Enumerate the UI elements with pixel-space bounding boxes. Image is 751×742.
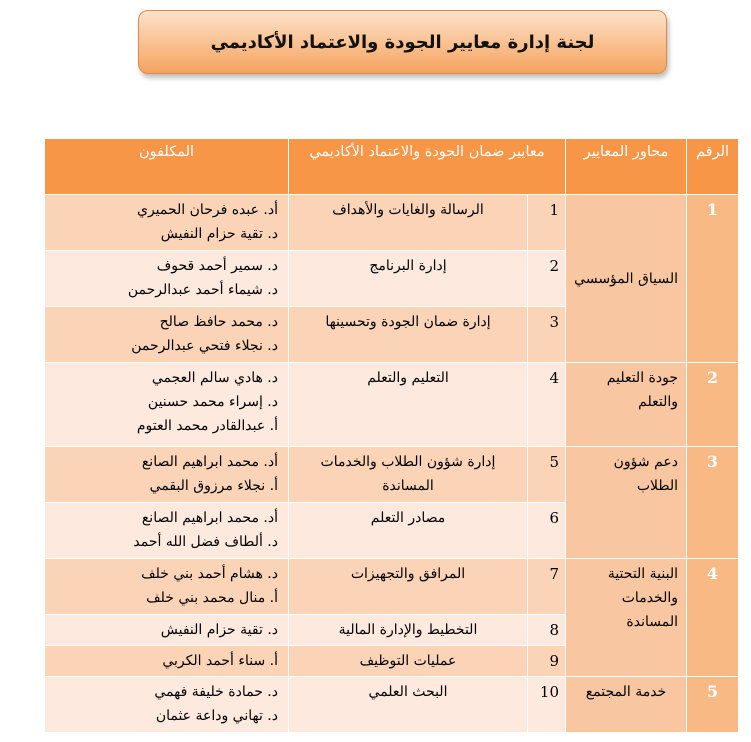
- table-row: [45, 195, 739, 251]
- table-header-row: [45, 139, 739, 195]
- axis-name: البنية التحتية والخدمات المساندة: [566, 559, 687, 677]
- responsible-person: د. شيماء أحمد عبدالرحمن: [127, 282, 278, 298]
- criterion-number: 5: [528, 447, 566, 503]
- criterion-name: التعليم والتعلم: [289, 363, 528, 447]
- axis-number: 1: [687, 195, 739, 363]
- criterion-number: 8: [528, 615, 566, 646]
- axis-name: السياق المؤسسي: [566, 195, 687, 363]
- responsible-person: د. تقية حزام النفيش: [160, 226, 278, 242]
- responsible-person: أ. نجلاء مرزوق البقمي: [149, 478, 278, 494]
- criterion-name: الرسالة والغايات والأهداف: [289, 195, 528, 251]
- responsible-person: أد. محمد ابراهيم الصانع: [141, 510, 278, 526]
- criterion-number: 6: [528, 503, 566, 559]
- responsible-cell: [45, 447, 289, 503]
- header-responsible: المكلفون: [45, 139, 289, 195]
- criterion-number: 7: [528, 559, 566, 615]
- criterion-name: إدارة شؤون الطلاب والخدمات المساندة: [289, 447, 528, 503]
- axis-number: 4: [687, 559, 739, 677]
- axis-name: خدمة المجتمع: [566, 677, 687, 733]
- responsible-cell: [45, 677, 289, 733]
- responsible-cell: [45, 251, 289, 307]
- criterion-number: 3: [528, 307, 566, 363]
- table-row: [45, 677, 739, 733]
- responsible-person: د. هادي سالم العجمي: [151, 370, 278, 386]
- criterion-number: 9: [528, 646, 566, 677]
- criterion-name: البحث العلمي: [289, 677, 528, 733]
- responsible-person: د. تهاني وداعة عثمان: [155, 708, 278, 724]
- responsible-person: أ. منال محمد بني خلف: [146, 590, 278, 606]
- axis-name: جودة التعليم والتعلم: [566, 363, 687, 447]
- table-row: [45, 559, 739, 615]
- responsible-person: د. تقية حزام النفيش: [160, 622, 278, 638]
- header-axis: محاور المعايير: [566, 139, 687, 195]
- axis-number: 3: [687, 447, 739, 559]
- committee-table: [44, 138, 739, 733]
- responsible-cell: [45, 363, 289, 447]
- responsible-cell: [45, 559, 289, 615]
- criterion-name: إدارة ضمان الجودة وتحسينها: [289, 307, 528, 363]
- criterion-name: التخطيط والإدارة المالية: [289, 615, 528, 646]
- responsible-person: د. نجلاء فتحي عبدالرحمن: [131, 338, 278, 354]
- criterion-name: عمليات التوظيف: [289, 646, 528, 677]
- header-number: الرقم: [687, 139, 739, 195]
- responsible-cell: [45, 307, 289, 363]
- responsible-person: أ. عبدالقادر محمد العتوم: [136, 418, 278, 434]
- criterion-number: 2: [528, 251, 566, 307]
- axis-name: دعم شؤون الطلاب: [566, 447, 687, 559]
- responsible-cell: [45, 615, 289, 646]
- responsible-person: د. إسراء محمد حسنين: [147, 394, 278, 410]
- criterion-name: مصادر التعلم: [289, 503, 528, 559]
- responsible-person: د. حمادة خليفة فهمي: [154, 684, 278, 700]
- axis-number: 2: [687, 363, 739, 447]
- axis-number: 5: [687, 677, 739, 733]
- title-banner: [138, 10, 667, 74]
- responsible-person: أ. سناء أحمد الكربي: [162, 653, 278, 669]
- table-row: [45, 447, 739, 503]
- criterion-name: المرافق والتجهيزات: [289, 559, 528, 615]
- criterion-number: 1: [528, 195, 566, 251]
- criterion-name: إدارة البرنامج: [289, 251, 528, 307]
- responsible-cell: [45, 503, 289, 559]
- criterion-number: 4: [528, 363, 566, 447]
- responsible-person: أد. عبده فرحان الحميري: [137, 202, 278, 218]
- responsible-person: د. محمد حافظ صالح: [159, 314, 278, 330]
- responsible-person: د. هشام أحمد بني خلف: [141, 566, 278, 582]
- page-title: لجنة إدارة معايير الجودة والاعتماد الأكاديمي: [210, 31, 595, 53]
- responsible-person: أد. محمد ابراهيم الصانع: [141, 454, 278, 470]
- criterion-number: 10: [528, 677, 566, 733]
- header-criteria: معايير ضمان الجودة والاعتماد الأكاديمي: [289, 139, 566, 195]
- responsible-person: د. سمير أحمد قحوف: [156, 258, 278, 274]
- responsible-cell: [45, 646, 289, 677]
- table-row: [45, 363, 739, 447]
- responsible-cell: [45, 195, 289, 251]
- responsible-person: د. ألطاف فضل الله أحمد: [133, 534, 278, 550]
